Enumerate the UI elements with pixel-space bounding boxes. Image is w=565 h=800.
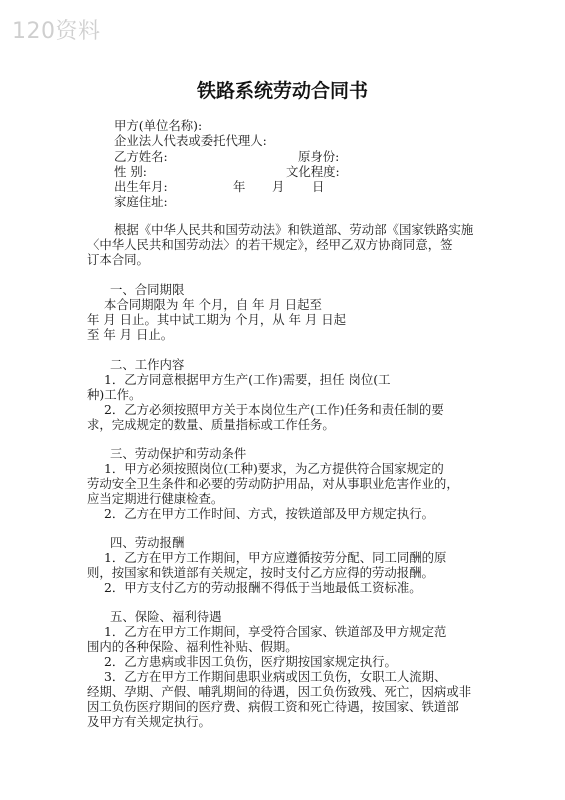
- birth-month-label: 月: [272, 179, 285, 194]
- section-line: 2．甲方支付乙方的劳动报酬不得低于当地最低工资标准。: [104, 580, 422, 595]
- section-line: 种)工作。: [87, 387, 142, 402]
- section-heading: 四、劳动报酬: [110, 535, 185, 550]
- party-a-field: 甲方(单位名称):: [114, 118, 203, 133]
- section-line: 因工负伤医疗期间的医疗费、病假工资和死亡待遇，按国家、铁道部: [87, 699, 459, 714]
- document-title: 铁路系统劳动合同书: [196, 80, 368, 102]
- address-field: 家庭住址:: [114, 194, 168, 209]
- section-line: 1．乙方在甲方工作期间，享受符合国家、铁道部及甲方规定范: [104, 624, 447, 639]
- original-status-label: 原身份:: [298, 149, 340, 164]
- section-line: 1．乙方在甲方工作期间，甲方应遵循按劳分配、同工同酬的原: [104, 550, 447, 565]
- section-line: 经期、孕期、产假、哺乳期间的待遇，因工负伤致残、死亡，因病或非: [87, 684, 472, 699]
- section-heading: 五、保险、福利待遇: [110, 609, 222, 624]
- intro-line: 〈中华人民共和国劳动法〉的若干规定》，经甲乙双方协商同意，签: [87, 237, 453, 252]
- section-line: 围内的各种保险、福利性补贴、假期。: [87, 639, 298, 654]
- intro-line: 根据《中华人民共和国劳动法》和铁道部、劳动部《国家铁路实施: [114, 222, 474, 237]
- section-line: 应当定期进行健康检查。: [87, 491, 224, 506]
- section-line: 3．乙方在甲方工作期间患职业病或因工负伤，女职工人流期、: [104, 669, 447, 684]
- gender-label: 性 别:: [114, 164, 147, 179]
- section-line: 至 年 月 日止。: [87, 327, 174, 342]
- section-line: 劳动安全卫生条件和必要的劳动防护用品，对从事职业危害作业的，: [87, 476, 459, 491]
- intro-line: 订本合同。: [87, 252, 149, 267]
- section-line: 1．乙方同意根据甲方生产(工作)需要，担任 岗位(工: [104, 372, 391, 387]
- section-line: 求，完成规定的数量、质量指标或工作任务。: [87, 417, 335, 432]
- section-line: 本合同期限为 年 个月，自 年 月 日起至: [104, 297, 322, 312]
- section-line: 则，按国家和铁道部有关规定，按时支付乙方应得的劳动报酬。: [87, 565, 434, 580]
- representative-field: 企业法人代表或委托代理人:: [114, 133, 267, 148]
- section-line: 2．乙方患病或非因工负伤，医疗期按国家规定执行。: [104, 654, 397, 669]
- section-line: 1．甲方必须按照岗位(工种)要求，为乙方提供符合国家规定的: [104, 461, 444, 476]
- section-line: 年 月 日止。其中试工期为 个月，从 年 月 日起: [87, 312, 347, 327]
- birth-year-label: 年: [233, 179, 246, 194]
- section-heading: 一、合同期限: [110, 282, 185, 297]
- section-line: 2．乙方在甲方工作时间、方式，按铁道部及甲方规定执行。: [104, 506, 435, 521]
- watermark: 120资料: [12, 19, 101, 44]
- party-b-name-label: 乙方姓名:: [114, 149, 168, 164]
- birth-day-label: 日: [312, 179, 325, 194]
- section-heading: 二、工作内容: [110, 357, 185, 372]
- section-line: 及甲方有关规定执行。: [87, 714, 211, 729]
- section-line: 2．乙方必须按照甲方关于本岗位生产(工作)任务和责任制的要: [104, 402, 444, 417]
- education-label: 文化程度:: [286, 164, 340, 179]
- birth-label: 出生年月:: [114, 179, 168, 194]
- section-heading: 三、劳动保护和劳动条件: [110, 446, 247, 461]
